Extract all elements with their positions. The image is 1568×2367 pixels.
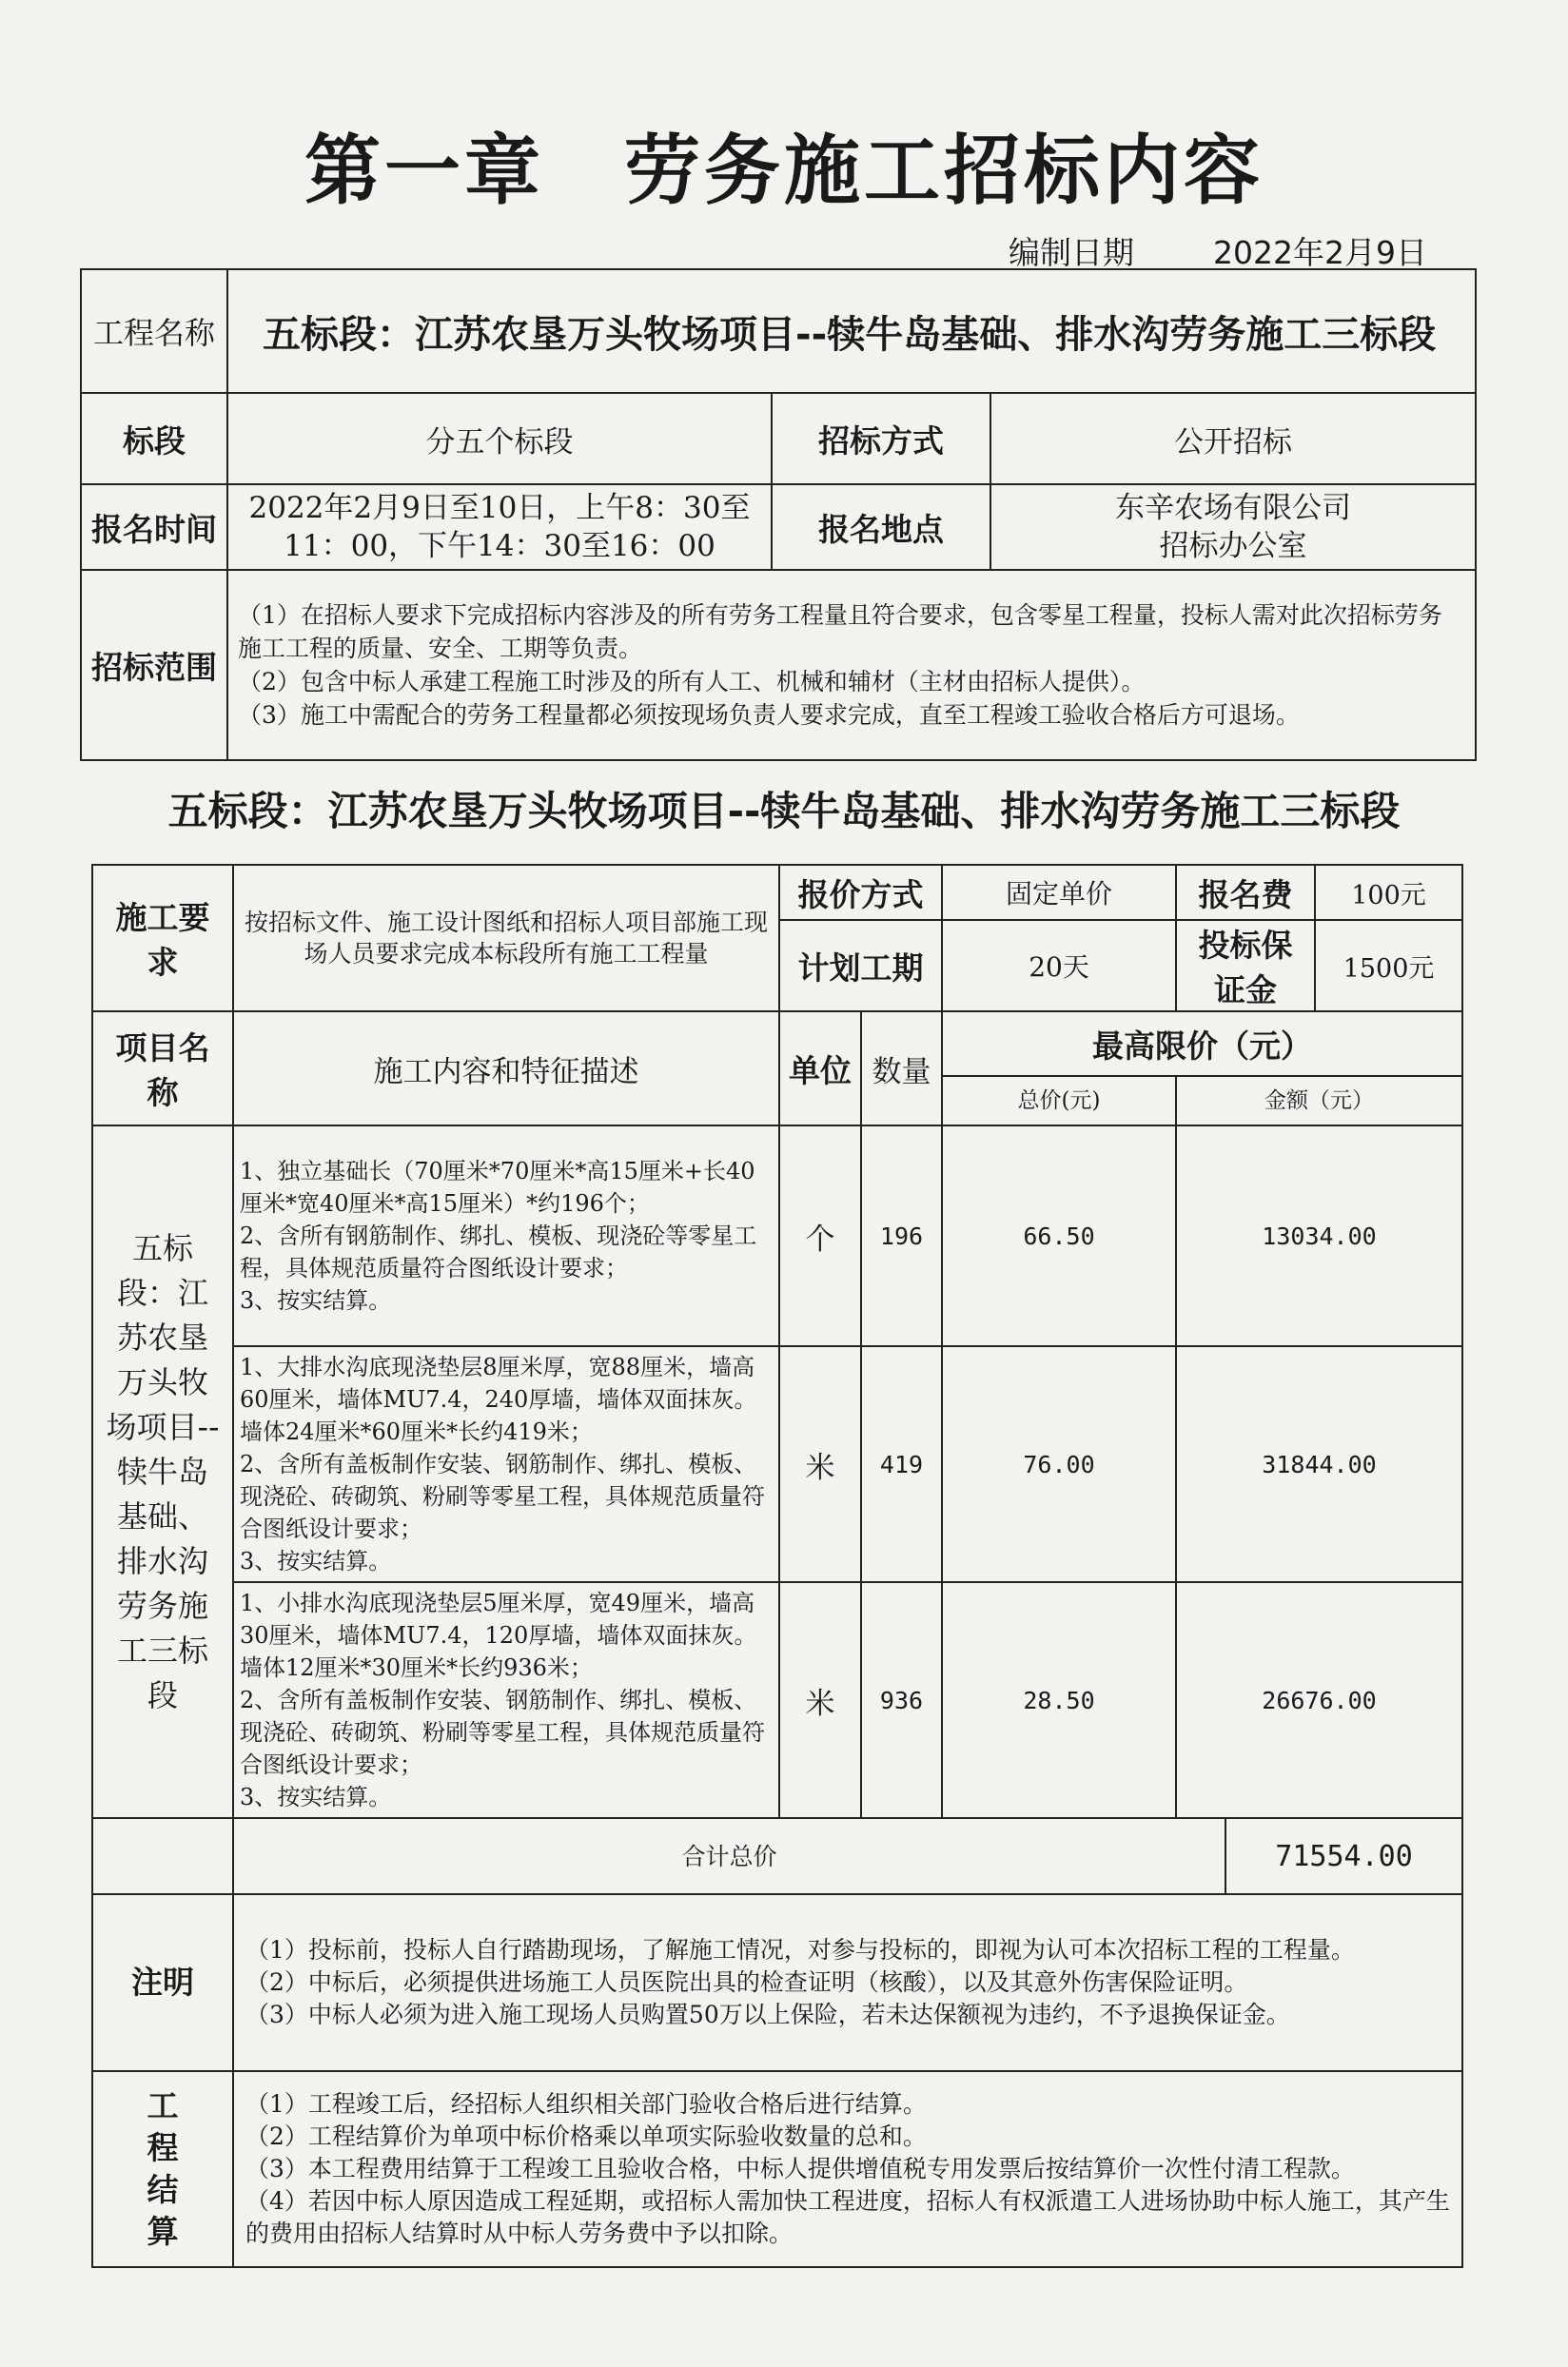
requirements-text: 按招标文件、施工设计图纸和招标人项目部施工现场人员要求完成本标段所有施工工程量 xyxy=(233,865,779,1011)
note-item: （3）中标人必须为进入施工现场人员购置50万以上保险，若未达保额视为违约，不予退换保证金。 xyxy=(245,2001,1290,2028)
registration-time-value xyxy=(227,484,772,570)
tender-scope-content xyxy=(227,570,1476,760)
item-desc-line: 1、小排水沟底现浇垫层5厘米厚，宽49厘米，墙高30厘米，墙体MU7.4，120厚墙，墙体双面抹灰。墙体12厘米*30厘米*长约936米； xyxy=(240,1590,757,1681)
bill-table xyxy=(91,864,1463,2268)
item-description xyxy=(233,1346,779,1582)
total-label: 合计总价 xyxy=(233,1818,1225,1894)
item-desc-line: 2、含所有钢筋制作、绑扎、模板、现浇砼等零星工程，具体规范质量符合图纸设计要求； xyxy=(240,1223,757,1281)
settlement-label: 工程结算 xyxy=(92,2071,233,2267)
item-unit: 个 xyxy=(779,1125,861,1346)
item-quantity: 936 xyxy=(861,1582,942,1818)
col-unit: 单位 xyxy=(779,1011,861,1125)
settlement-item: （4）若因中标人原因造成工程延期，或招标人需加快工程进度，招标人有权派遣工人进场协助中标人施工，其产生的费用由招标人结算时从中标人劳务费中予以扣除。 xyxy=(245,2187,1450,2247)
section-title: 五标段：江苏农垦万头牧场项目--犊牛岛基础、排水沟劳务施工三标段 xyxy=(167,788,1401,834)
project-name-label: 工程名称 xyxy=(81,269,227,393)
item-amount: 26676.00 xyxy=(1176,1582,1462,1818)
col-max-price: 最高限价（元） xyxy=(942,1011,1462,1076)
tender-scope-label: 招标范围 xyxy=(81,570,227,760)
item-unit-price: 76.00 xyxy=(942,1346,1176,1582)
scope-item: （2）包含中标人承建工程施工时涉及的所有人工、机械和辅材（主材由招标人提供）。 xyxy=(238,668,1146,695)
compile-date-label: 编制日期 xyxy=(1009,234,1134,271)
compile-date-value: 2022年2月9日 xyxy=(1213,234,1427,271)
registration-place-label: 报名地点 xyxy=(772,484,990,570)
item-unit-price: 28.50 xyxy=(942,1582,1176,1818)
col-amount: 金额（元） xyxy=(1176,1076,1462,1125)
settlement-item: （2）工程结算价为单项中标价格乘以单项实际验收数量的总和。 xyxy=(245,2122,927,2150)
project-name-cell: 五标段：江苏农垦万头牧场项目--犊牛岛基础、排水沟劳务施工三标段 xyxy=(92,1125,233,1818)
item-unit: 米 xyxy=(779,1346,861,1582)
scope-item: （3）施工中需配合的劳务工程量都必须按现场负责人要求完成，直至工程竣工验收合格后方可退场。 xyxy=(238,701,1300,729)
item-description xyxy=(233,1582,779,1818)
col-quantity: 数量 xyxy=(861,1011,942,1125)
quote-method-label: 报价方式 xyxy=(779,865,942,920)
item-description xyxy=(233,1125,779,1346)
settlement-item: （3）本工程费用结算于工程竣工且验收合格，中标人提供增值税专用发票后按结算价一次性付清工程款。 xyxy=(245,2155,1355,2182)
quote-method-value: 固定单价 xyxy=(942,865,1176,920)
notes-label: 注明 xyxy=(92,1894,233,2071)
notes-content xyxy=(233,1894,1462,2071)
registration-place-line-2: 招标办公室 xyxy=(1159,529,1307,563)
tender-method-value: 公开招标 xyxy=(990,393,1476,484)
registration-place-line-1: 东辛农场有限公司 xyxy=(1115,491,1352,525)
planned-period-value: 20天 xyxy=(942,920,1176,1011)
total-spacer xyxy=(92,1818,233,1894)
col-description: 施工内容和特征描述 xyxy=(233,1011,779,1125)
registration-time-line-1: 2022年2月9日至10日，上午8：30至 xyxy=(248,491,751,525)
item-desc-line: 1、独立基础长（70厘米*70厘米*高15厘米+长40厘米*宽40厘米*高15厘米）*约196个； xyxy=(240,1158,755,1217)
registration-time-label: 报名时间 xyxy=(81,484,227,570)
item-unit-price: 66.50 xyxy=(942,1125,1176,1346)
scope-item: （1）在招标人要求下完成招标内容涉及的所有劳务工程量且符合要求，包含零星工程量，投标人需对此次招标劳务施工工程的质量、安全、工期等负责。 xyxy=(238,601,1442,662)
item-desc-line: 2、含所有盖板制作安装、钢筋制作、绑扎、模板、现浇砼、砖砌筑、粉刷等零星工程，具体规范质量符合图纸设计要求； xyxy=(240,1451,765,1542)
registration-time-line-2: 11：00，下午14：30至16：00 xyxy=(284,529,715,563)
item-desc-line: 3、按实结算。 xyxy=(240,1784,392,1810)
item-amount: 31844.00 xyxy=(1176,1346,1462,1582)
note-item: （1）投标前，投标人自行踏勘现场，了解施工情况，对参与投标的，即视为认可本次招标工程的工程量。 xyxy=(245,1936,1355,1964)
section-label: 标段 xyxy=(81,393,227,484)
tender-method-label: 招标方式 xyxy=(772,393,990,484)
planned-period-label: 计划工期 xyxy=(779,920,942,1011)
item-quantity: 196 xyxy=(861,1125,942,1346)
item-amount: 13034.00 xyxy=(1176,1125,1462,1346)
item-desc-line: 1、大排水沟底现浇垫层8厘米厚，宽88厘米，墙高60厘米，墙体MU7.4，240厚墙，墙体双面抹灰。墙体24厘米*60厘米*长约419米； xyxy=(240,1354,757,1445)
settlement-item: （1）工程竣工后，经招标人组织相关部门验收合格后进行结算。 xyxy=(245,2090,927,2118)
col-project-name: 项目名称 xyxy=(92,1011,233,1125)
total-value: 71554.00 xyxy=(1225,1818,1462,1894)
note-item: （2）中标后，必须提供进场施工人员医院出具的检查证明（核酸），以及其意外伤害保险证明。 xyxy=(245,1968,1248,1996)
bid-deposit-value: 1500元 xyxy=(1315,920,1462,1011)
col-unit-price: 总价(元) xyxy=(942,1076,1176,1125)
project-name-value: 五标段：江苏农垦万头牧场项目--犊牛岛基础、排水沟劳务施工三标段 xyxy=(227,269,1476,393)
item-desc-line: 3、按实结算。 xyxy=(240,1548,392,1575)
registration-fee-label: 报名费 xyxy=(1176,865,1315,920)
registration-place-value xyxy=(990,484,1476,570)
item-desc-line: 2、含所有盖板制作安装、钢筋制作、绑扎、模板、现浇砼、砖砌筑、粉刷等零星工程，具体规范质量符合图纸设计要求； xyxy=(240,1687,765,1778)
settlement-content xyxy=(233,2071,1462,2267)
section-value: 分五个标段 xyxy=(227,393,772,484)
requirements-label: 施工要求 xyxy=(92,865,233,1011)
bid-deposit-label: 投标保证金 xyxy=(1176,920,1315,1011)
page-title: 第一章 劳务施工招标内容 xyxy=(304,127,1264,215)
item-unit: 米 xyxy=(779,1582,861,1818)
info-table xyxy=(80,268,1477,761)
item-desc-line: 3、按实结算。 xyxy=(240,1287,392,1314)
registration-fee-value: 100元 xyxy=(1315,865,1462,920)
item-quantity: 419 xyxy=(861,1346,942,1582)
